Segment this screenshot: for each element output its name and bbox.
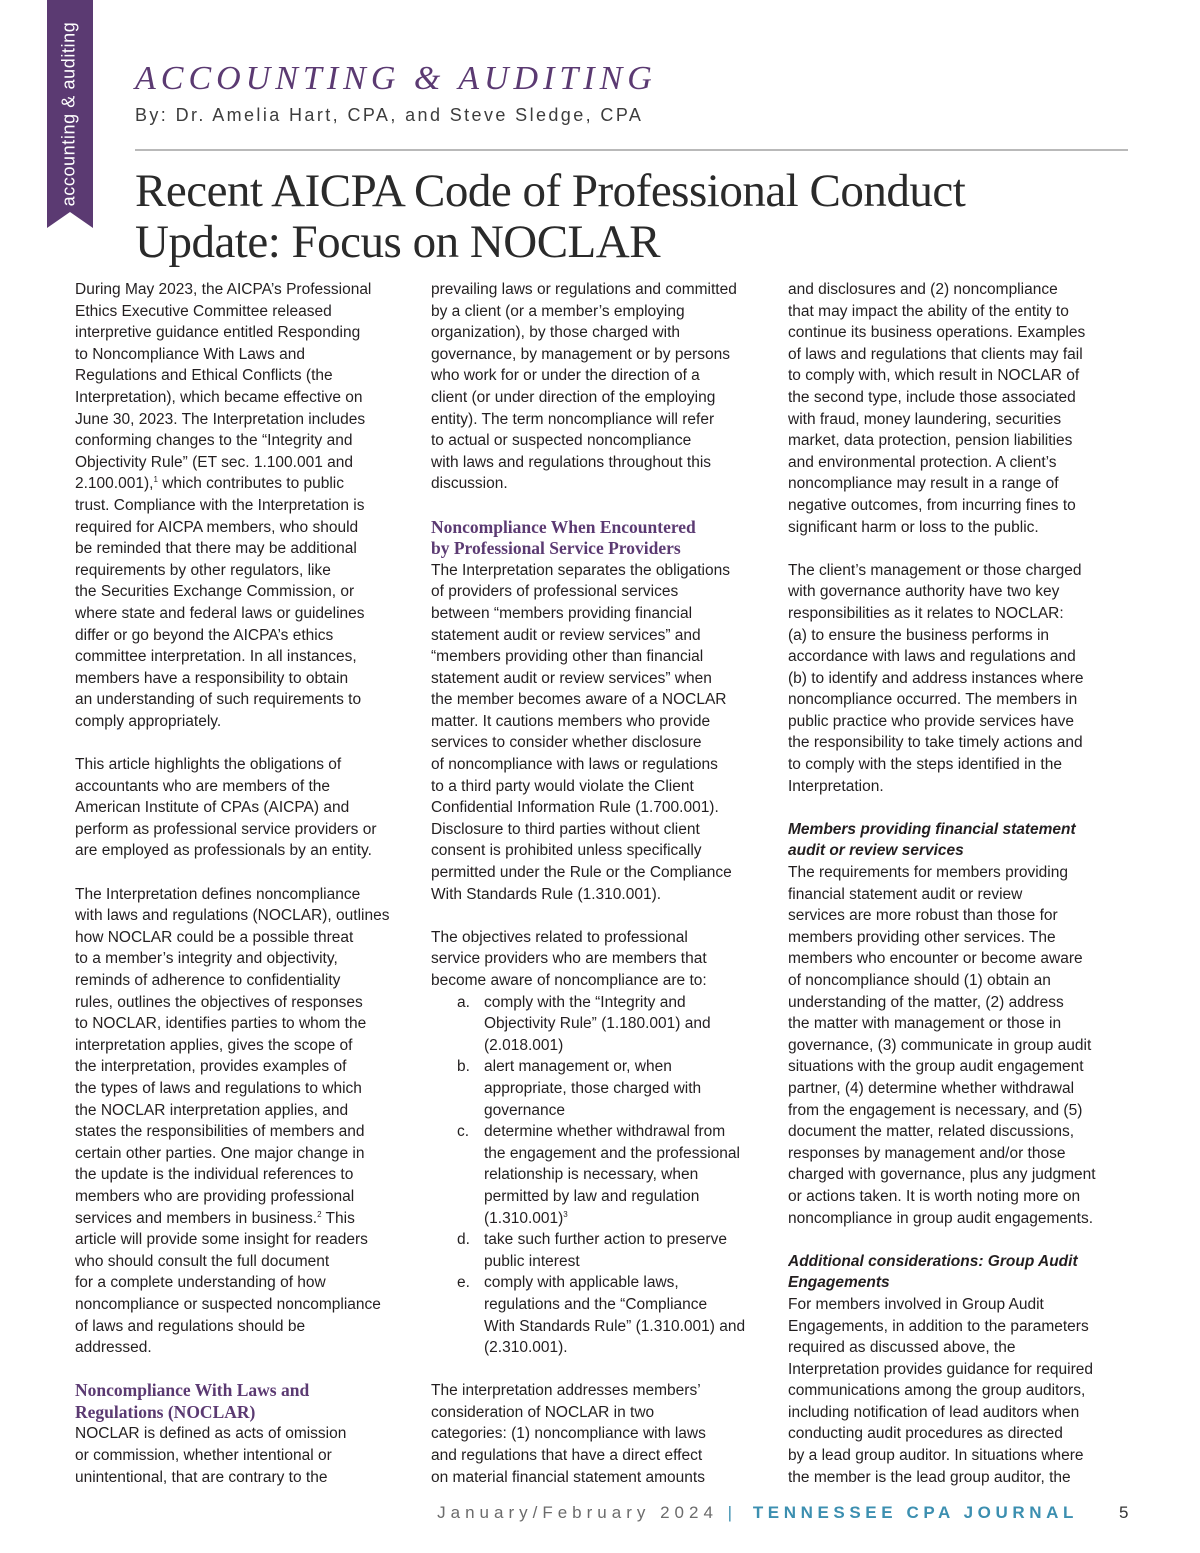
paragraph-line: The objectives related to professional — [431, 928, 688, 946]
paragraph-line: comply appropriately. — [75, 712, 222, 730]
article-column-3 — [788, 279, 1133, 1494]
footnote-ref: 1 — [153, 475, 158, 485]
paragraph-line: between “members providing financial — [431, 604, 693, 622]
list-marker: d. — [457, 1231, 470, 1249]
paragraph-line: required for AICPA members, who should — [75, 518, 359, 536]
paragraph-line: states the responsibilities of members and — [75, 1123, 365, 1141]
paragraph-line: to comply with, which result in NOCLAR of — [788, 367, 1080, 385]
paragraph-line: committee interpretation. In all instances, — [75, 648, 357, 666]
list-item-line: regulations and the “Compliance — [484, 1295, 708, 1313]
paragraph-line: conforming changes to the “Integrity and — [75, 432, 353, 450]
paragraph-line: certain other parties. One major change in — [75, 1144, 365, 1162]
paragraph-line: entity). The term noncompliance will refer — [431, 410, 715, 428]
paragraph-line: client (or under direction of the employing — [431, 388, 716, 406]
list-item-line: (2.018.001) — [484, 1036, 564, 1054]
paragraph-line: permitted under the Rule or the Compliance — [431, 864, 732, 882]
list-item-line: (2.310.001). — [484, 1339, 568, 1357]
paragraph — [75, 495, 417, 733]
paragraph — [431, 560, 771, 906]
paragraph-line: discussion. — [431, 475, 508, 493]
paragraph-line: noncompliance in group audit engagements. — [788, 1209, 1094, 1227]
list-item-line: comply with the “Integrity and — [484, 993, 686, 1011]
paragraph-line: the interpretation, provides examples of — [75, 1058, 347, 1076]
paragraph-line: During May 2023, the AICPA’s Professional — [75, 281, 372, 298]
list-marker: c. — [457, 1123, 470, 1141]
paragraph-line: Regulations and Ethical Conflicts (the — [75, 367, 333, 385]
list-item — [431, 1229, 771, 1272]
paragraph-line: who work for or under the direction of a — [431, 367, 700, 385]
paragraph-line: the update is the individual references to — [75, 1166, 354, 1184]
paragraph-line: by a lead group auditor. In situations where — [788, 1447, 1084, 1465]
paragraph-line: with laws and regulations throughout this — [431, 453, 712, 471]
paragraph-line: prevailing laws or regulations and committed — [431, 281, 737, 298]
paragraph-line: be reminded that there may be additional — [75, 540, 357, 558]
paragraph-line: to NOCLAR, identifies parties to whom the — [75, 1015, 367, 1033]
paragraph-line: Engagements, in addition to the parameters — [788, 1317, 1089, 1335]
paragraph-line: noncompliance or suspected noncompliance — [75, 1295, 381, 1313]
list-marker: a. — [457, 993, 470, 1011]
paragraph-line: Interpretation), which became effective on — [75, 388, 363, 406]
list-item — [431, 992, 771, 1057]
paragraph-line: June 30, 2023. The Interpretation includes — [75, 410, 366, 428]
paragraph — [75, 754, 417, 862]
paragraph-line: or actions taken. It is worth noting more on — [788, 1187, 1081, 1205]
paragraph-line: consideration of NOCLAR in two — [431, 1403, 655, 1421]
paragraph — [75, 1423, 417, 1488]
paragraph — [788, 862, 1133, 1229]
paragraph — [75, 1229, 417, 1359]
paragraph-line: unintentional, that are contrary to the — [75, 1468, 328, 1486]
paragraph-line: (a) to ensure the business performs in — [788, 626, 1050, 644]
paragraph-line: the responsibility to take timely actions and — [788, 734, 1083, 752]
paragraph-line: by a client (or a member’s employing — [431, 302, 685, 320]
paragraph-line: Interpretation. — [788, 777, 884, 795]
paragraph-line: matter. It cautions members who provide — [431, 712, 711, 730]
paragraph-line: of noncompliance with laws or regulations — [431, 756, 718, 774]
paragraph-line: who should consult the full document — [75, 1252, 330, 1270]
subsection-heading: Additional considerations: Group Audit — [788, 1252, 1078, 1270]
paragraph-line: “members providing other than financial — [431, 648, 704, 666]
paragraph-line: from the engagement is necessary, and (5) — [788, 1101, 1083, 1119]
list-item-line: comply with applicable laws, — [484, 1274, 679, 1292]
paragraph-line: and disclosures and (2) noncompliance — [788, 281, 1058, 298]
paragraph-line: The Interpretation defines noncompliance — [75, 885, 361, 903]
footnote-ref: 2 — [317, 1209, 322, 1219]
section-heading: Noncompliance When Encountered — [431, 516, 696, 537]
paragraph-line: The interpretation addresses members’ — [431, 1382, 701, 1400]
paragraph-line: noncompliance may result in a range of — [788, 475, 1059, 493]
paragraph-line: organization), by those charged with — [431, 324, 681, 342]
paragraph-line: perform as professional service providers or — [75, 820, 377, 838]
paragraph-line: Interpretation provides guidance for required — [788, 1360, 1094, 1378]
paragraph-line: for a complete understanding of how — [75, 1274, 326, 1292]
subsection-heading: Engagements — [788, 1274, 890, 1292]
paragraph-line: accordance with laws and regulations and — [788, 648, 1076, 666]
paragraph — [788, 560, 1133, 798]
paragraph-line: reminds of adherence to confidentiality — [75, 972, 341, 989]
paragraph-line: become aware of noncompliance are to: — [431, 972, 707, 989]
headline-line: Update: Focus on NOCLAR — [135, 216, 661, 268]
paragraph-line: or commission, whether intentional or — [75, 1447, 332, 1465]
paragraph-line: differ or go beyond the AICPA’s ethics — [75, 626, 334, 644]
issue-date: January/February 2024 — [437, 1503, 718, 1522]
paragraph-line: with laws and regulations (NOCLAR), outlines — [75, 907, 390, 925]
paragraph-line: significant harm or loss to the public. — [788, 518, 1039, 536]
paragraph-line: The client’s management or those charged — [788, 561, 1082, 579]
paragraph-line: (b) to identify and address instances where — [788, 669, 1084, 687]
paragraph-line: document the matter, related discussions, — [788, 1123, 1075, 1141]
section-heading: by Professional Service Providers — [431, 538, 681, 559]
paragraph-line: charged with governance, plus any judgment — [788, 1166, 1096, 1184]
section-heading: Noncompliance With Laws and — [75, 1380, 310, 1401]
article-column-2 — [431, 279, 771, 1494]
paragraph-line: the NOCLAR interpretation applies, and — [75, 1101, 349, 1119]
paragraph-line: an understanding of such requirements to — [75, 691, 362, 709]
paragraph-line: Disclosure to third parties without client — [431, 820, 700, 838]
list-item-line: Objectivity Rule” (1.180.001) and — [484, 1015, 711, 1033]
paragraph — [431, 927, 771, 992]
byline: By: Dr. Amelia Hart, CPA, and Steve Sledge, CPA — [135, 105, 644, 125]
paragraph-line: the Securities Exchange Commission, or — [75, 583, 355, 601]
page-footer — [437, 1503, 1078, 1523]
paragraph-line: statement audit or review services” and — [431, 626, 701, 644]
paragraph-line: the member is the lead group auditor, the — [788, 1468, 1071, 1486]
paragraph-line: to a third party would violate the Client — [431, 777, 694, 795]
section-heading: Regulations (NOCLAR) — [75, 1401, 256, 1422]
paragraph-line: with fraud, money laundering, securities — [788, 410, 1062, 428]
paragraph-line: and regulations that have a direct effect — [431, 1447, 703, 1465]
paragraph-line: members have a responsibility to obtain — [75, 669, 349, 687]
list-item-line: permitted by law and regulation — [484, 1187, 700, 1205]
list-item-line: appropriate, those charged with — [484, 1079, 702, 1097]
list-item-line: With Standards Rule” (1.310.001) and — [484, 1317, 746, 1335]
footnote-line-text: 2.100.001), — [75, 475, 154, 493]
paragraph-line: communications among the group auditors, — [788, 1382, 1086, 1400]
list-item-line: take such further action to preserve — [484, 1231, 727, 1249]
paragraph-line: required as discussed above, the — [788, 1339, 1016, 1357]
paragraph-line: on material financial statement amounts — [431, 1468, 705, 1486]
objectives-list — [431, 992, 771, 1359]
paragraph-line: noncompliance occurred. The members in — [788, 691, 1078, 709]
paragraph-line: requirements by other regulators, like — [75, 561, 331, 579]
paragraph — [431, 1380, 771, 1488]
paragraph-line: article will provide some insight for readers — [75, 1231, 368, 1249]
article-headline — [135, 166, 1135, 268]
paragraph-line: market, data protection, pension liabilities — [788, 432, 1073, 450]
list-item — [431, 1272, 771, 1358]
paragraph-line: statement audit or review services” when — [431, 669, 712, 687]
paragraph-line: to a member’s integrity and objectivity, — [75, 950, 338, 968]
paragraph-line: services are more robust than those for — [788, 907, 1058, 925]
subsection-heading: audit or review services — [788, 842, 964, 860]
paragraph-line: of providers of professional services — [431, 583, 679, 601]
list-item-line — [431, 1208, 771, 1230]
paragraph-line: to actual or suspected noncompliance — [431, 432, 692, 450]
paragraph-line: members providing other services. The — [788, 928, 1056, 946]
paragraph-line: of laws and regulations should be — [75, 1317, 306, 1335]
list-item-line: determine whether withdrawal from — [484, 1123, 726, 1141]
paragraph-line: partner, (4) determine whether withdrawal — [788, 1079, 1075, 1097]
paragraph-line: American Institute of CPAs (AICPA) and — [75, 799, 350, 817]
paragraph-line: to comply with the steps identified in the — [788, 756, 1062, 774]
page-number: 5 — [1119, 1503, 1129, 1522]
paragraph-line: With Standards Rule (1.310.001). — [431, 885, 662, 903]
paragraph-line: accountants who are members of the — [75, 777, 331, 795]
paragraph-line: members who encounter or become aware — [788, 950, 1083, 968]
paragraph-line: that may impact the ability of the entity to — [788, 302, 1069, 320]
paragraph-line: trust. Compliance with the Interpretation is — [75, 496, 365, 514]
paragraph — [788, 279, 1133, 538]
paragraph-line: public practice who provide services have — [788, 712, 1075, 730]
footnote-line-text: This — [321, 1209, 355, 1227]
paragraph-line: Objectivity Rule” (ET sec. 1.100.001 and — [75, 453, 353, 471]
paragraph-line: with governance authority have two key — [788, 583, 1060, 601]
paragraph-line: This article highlights the obligations of — [75, 756, 342, 774]
paragraph-line: the member becomes aware of a NOCLAR — [431, 691, 727, 709]
paragraph-line: interpretation applies, gives the scope of — [75, 1036, 353, 1054]
footnote-line-text: which contributes to public — [157, 475, 344, 493]
header-divider — [135, 149, 1128, 151]
list-item — [431, 1056, 771, 1121]
list-marker: e. — [457, 1274, 470, 1292]
paragraph-line: of laws and regulations that clients may fail — [788, 345, 1083, 363]
paragraph-line: responses by management and/or those — [788, 1144, 1066, 1162]
list-marker: b. — [457, 1058, 470, 1076]
paragraph-line: interpretive guidance entitled Responding — [75, 324, 361, 342]
footnote-line-text: services and members in business. — [75, 1209, 318, 1227]
paragraph-line: NOCLAR is defined as acts of omission — [75, 1425, 347, 1443]
paragraph-line: rules, outlines the objectives of responses — [75, 993, 363, 1011]
headline-line: Recent AICPA Code of Professional Conduct — [135, 165, 966, 217]
paragraph-line: Ethics Executive Committee released — [75, 302, 332, 320]
paragraph-line: where state and federal laws or guidelines — [75, 604, 365, 622]
paragraph-line: the second type, include those associated — [788, 388, 1076, 406]
paragraph-line: The requirements for members providing — [788, 864, 1068, 882]
paragraph-line: responsibilities as it relates to NOCLAR: — [788, 604, 1064, 622]
journal-name: TENNESSEE CPA JOURNAL — [752, 1503, 1078, 1522]
paragraph-line — [75, 473, 417, 495]
paragraph-line: conducting audit procedures as directed — [788, 1425, 1063, 1443]
section-title: ACCOUNTING & AUDITING — [135, 60, 657, 97]
list-item-line: the engagement and the professional — [484, 1144, 740, 1162]
footer-separator: | — [727, 1503, 738, 1522]
paragraph — [75, 279, 417, 473]
list-item — [431, 1121, 771, 1229]
paragraph — [788, 1294, 1133, 1488]
paragraph-line: how NOCLAR could be a possible threat — [75, 928, 354, 946]
article-column-1 — [75, 279, 417, 1494]
paragraph-line: to Noncompliance With Laws and — [75, 345, 306, 363]
paragraph-line: The Interpretation separates the obligations — [431, 561, 730, 579]
paragraph-line: continue its business operations. Examples — [788, 324, 1086, 342]
paragraph-line: Confidential Information Rule (1.700.001). — [431, 799, 719, 817]
paragraph-line — [75, 1208, 417, 1230]
paragraph-line: governance, by management or by persons — [431, 345, 730, 363]
paragraph-line: addressed. — [75, 1339, 152, 1357]
list-item-line: relationship is necessary, when — [484, 1166, 699, 1184]
subsection-heading: Members providing financial statement — [788, 820, 1076, 838]
paragraph-line: members who are providing professional — [75, 1187, 355, 1205]
paragraph-line: categories: (1) noncompliance with laws — [431, 1425, 706, 1443]
paragraph-line: negative outcomes, from incurring fines to — [788, 496, 1076, 514]
paragraph-line: and environmental protection. A client’s — [788, 453, 1057, 471]
paragraph-line: are employed as professionals by an entity. — [75, 842, 372, 860]
paragraph-line: the matter with management or those in — [788, 1015, 1062, 1033]
paragraph — [75, 884, 417, 1208]
side-tab-label: accounting & auditing — [58, 21, 79, 207]
paragraph-line: of noncompliance should (1) obtain an — [788, 972, 1051, 989]
paragraph-line: understanding of the matter, (2) address — [788, 993, 1064, 1011]
paragraph-line: service providers who are members that — [431, 950, 707, 968]
paragraph-line: the types of laws and regulations to which — [75, 1079, 362, 1097]
list-item-line: public interest — [484, 1252, 580, 1270]
paragraph-line: consent is prohibited unless specifically — [431, 842, 702, 860]
paragraph-line: governance, (3) communicate in group audit — [788, 1036, 1092, 1054]
paragraph-line: services to consider whether disclosure — [431, 734, 702, 752]
paragraph-line: situations with the group audit engagement — [788, 1058, 1084, 1076]
footnote-line-text: (1.310.001) — [484, 1209, 564, 1227]
paragraph-line: including notification of lead auditors when — [788, 1403, 1080, 1421]
paragraph — [431, 279, 771, 495]
footnote-ref: 3 — [563, 1209, 568, 1219]
list-item-line: alert management or, when — [484, 1058, 672, 1076]
paragraph-line: For members involved in Group Audit — [788, 1295, 1044, 1313]
paragraph-line: financial statement audit or review — [788, 885, 1023, 903]
list-item-line: governance — [484, 1101, 566, 1119]
